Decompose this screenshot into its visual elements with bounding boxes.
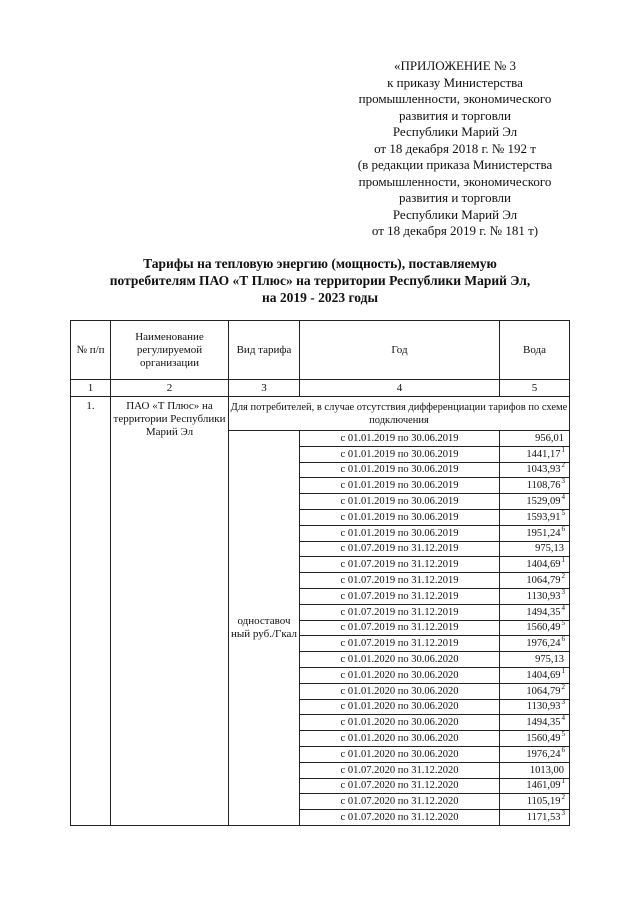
period-cell: с 01.01.2019 по 30.06.2019	[300, 446, 500, 462]
water-value: 1108,76	[526, 480, 561, 492]
water-value: 1976,24	[526, 638, 561, 650]
footnote-marker: 2	[561, 461, 565, 470]
period-cell: с 01.07.2019 по 31.12.2019	[300, 620, 500, 636]
water-value-cell	[500, 478, 570, 494]
water-value-cell	[500, 494, 570, 510]
water-value-cell	[500, 762, 570, 778]
header-index: № п/п	[71, 321, 111, 380]
period-cell: с 01.01.2020 по 30.06.2020	[300, 683, 500, 699]
tariff-kind: одноставоч ный руб./Гкал	[229, 431, 300, 826]
column-number: 3	[229, 380, 300, 397]
water-value-cell	[500, 636, 570, 652]
footnote-marker: 6	[561, 745, 565, 754]
water-value-cell	[500, 557, 570, 573]
water-value: 1043,93	[526, 464, 561, 476]
period-cell: с 01.01.2019 по 30.06.2019	[300, 431, 500, 447]
appendix-line: Республики Марий Эл	[392, 124, 518, 139]
period-cell: с 01.07.2020 по 31.12.2020	[300, 810, 500, 826]
header-org: Наименование регулируемой организации	[111, 321, 229, 380]
period-cell: с 01.07.2019 по 31.12.2019	[300, 636, 500, 652]
column-number: 5	[500, 380, 570, 397]
water-value-cell	[500, 446, 570, 462]
appendix-line: развития и торговли	[398, 190, 511, 205]
footnote-marker: 5	[561, 508, 565, 517]
footnote-marker: 3	[561, 698, 565, 707]
period-cell: с 01.07.2019 по 31.12.2019	[300, 604, 500, 620]
appendix-line: развития и торговли	[398, 107, 511, 123]
appendix-line: промышленности, экономического	[358, 91, 552, 106]
water-value-cell	[500, 810, 570, 826]
footnote-marker: 2	[561, 572, 565, 581]
row-index: 1.	[71, 397, 111, 826]
water-value: 1171,53	[526, 812, 561, 824]
appendix-header	[330, 58, 580, 240]
table-header-row	[71, 321, 570, 380]
footnote-marker: 1	[561, 556, 565, 565]
period-cell: с 01.01.2019 по 30.06.2019	[300, 509, 500, 525]
header-water: Вода	[500, 321, 570, 380]
water-value: 1593,91	[526, 511, 561, 523]
water-value-cell	[500, 541, 570, 557]
footnote-marker: 3	[561, 809, 565, 818]
water-value: 1130,93	[526, 590, 561, 602]
period-cell: с 01.07.2020 по 31.12.2020	[300, 762, 500, 778]
period-cell: с 01.01.2020 по 30.06.2020	[300, 667, 500, 683]
water-value-cell	[500, 794, 570, 810]
water-value-cell	[500, 431, 570, 447]
footnote-marker: 5	[561, 619, 565, 628]
water-value-cell	[500, 525, 570, 541]
water-value-cell	[500, 746, 570, 762]
period-cell: с 01.01.2020 по 30.06.2020	[300, 699, 500, 715]
period-cell: с 01.07.2019 по 31.12.2019	[300, 588, 500, 604]
water-value-cell	[500, 620, 570, 636]
water-value: 1013,00	[529, 764, 564, 776]
note-row	[71, 397, 570, 431]
footnote-marker: 3	[561, 477, 565, 486]
water-value-cell	[500, 652, 570, 668]
period-cell: с 01.01.2019 по 30.06.2019	[300, 478, 500, 494]
water-value-cell	[500, 731, 570, 747]
appendix-line: от 18 декабря 2018 г. № 192 т	[374, 140, 536, 156]
period-cell: с 01.01.2019 по 30.06.2019	[300, 462, 500, 478]
document-title	[60, 255, 580, 306]
water-value: 975,13	[535, 654, 564, 666]
appendix-line: (в редакции приказа Министерства	[357, 157, 553, 172]
title-line: потребителям ПАО «Т Плюс» на территории Республики Марий Эл,	[109, 273, 531, 288]
period-cell: с 01.01.2020 по 30.06.2020	[300, 746, 500, 762]
appendix-line: Республики Марий Эл	[392, 206, 518, 222]
water-value: 1494,35	[526, 606, 561, 618]
water-value: 1441,17	[526, 448, 561, 460]
water-value-cell	[500, 778, 570, 794]
water-value: 1560,49	[526, 733, 561, 745]
appendix-line: к приказу Министерства	[387, 74, 523, 90]
period-cell: с 01.01.2019 по 30.06.2019	[300, 494, 500, 510]
water-value-cell	[500, 573, 570, 589]
water-value: 1461,09	[526, 780, 561, 792]
footnote-marker: 1	[561, 666, 565, 675]
appendix-line: промышленности, экономического	[358, 173, 552, 189]
period-cell: с 01.01.2020 по 30.06.2020	[300, 715, 500, 731]
column-number: 2	[111, 380, 229, 397]
tariff-table	[70, 320, 570, 826]
water-value-cell	[500, 667, 570, 683]
title-line: Тарифы на тепловую энергию (мощность), поставляемую	[143, 256, 497, 271]
water-value: 1494,35	[526, 717, 561, 729]
period-cell: с 01.01.2020 по 30.06.2020	[300, 652, 500, 668]
appendix-line: «ПРИЛОЖЕНИЕ № 3	[393, 58, 517, 73]
footnote-marker: 5	[561, 730, 565, 739]
column-number: 1	[71, 380, 111, 397]
water-value: 1064,79	[526, 575, 561, 587]
water-value: 975,13	[535, 543, 564, 555]
water-value-cell	[500, 683, 570, 699]
water-value-cell	[500, 588, 570, 604]
water-value-cell	[500, 715, 570, 731]
period-cell: с 01.07.2020 по 31.12.2020	[300, 778, 500, 794]
consumer-note: Для потребителей, в случае отсутствия дифференциации тарифов по схеме подключения	[229, 397, 570, 431]
footnote-marker: 6	[561, 524, 565, 533]
water-value-cell	[500, 462, 570, 478]
footnote-marker: 4	[561, 603, 565, 612]
column-number: 4	[300, 380, 500, 397]
appendix-line: от 18 декабря 2019 г. № 181 т)	[371, 223, 539, 238]
footnote-marker: 2	[561, 793, 565, 802]
water-value: 1951,24	[526, 527, 561, 539]
title-line: на 2019 - 2023 годы	[261, 290, 379, 305]
period-cell: с 01.07.2019 по 31.12.2019	[300, 557, 500, 573]
water-value: 956,01	[535, 432, 564, 444]
water-value: 1064,79	[526, 685, 561, 697]
footnote-marker: 4	[561, 714, 565, 723]
water-value: 1105,19	[526, 796, 561, 808]
footnote-marker: 4	[561, 493, 565, 502]
footnote-marker: 2	[561, 682, 565, 691]
footnote-marker: 1	[561, 777, 565, 786]
water-value-cell	[500, 509, 570, 525]
water-value-cell	[500, 699, 570, 715]
water-value: 1404,69	[526, 669, 561, 681]
period-cell: с 01.01.2019 по 30.06.2019	[300, 525, 500, 541]
water-value: 1976,24	[526, 748, 561, 760]
period-cell: с 01.07.2019 по 31.12.2019	[300, 541, 500, 557]
period-cell: с 01.07.2019 по 31.12.2019	[300, 573, 500, 589]
water-value-cell	[500, 604, 570, 620]
water-value: 1404,69	[526, 559, 561, 571]
water-value: 1560,49	[526, 622, 561, 634]
water-value: 1529,09	[526, 496, 561, 508]
water-value: 1130,93	[526, 701, 561, 713]
column-number-row	[71, 380, 570, 397]
header-year: Год	[300, 321, 500, 380]
header-kind: Вид тарифа	[229, 321, 300, 380]
footnote-marker: 6	[561, 635, 565, 644]
org-name: ПАО «Т Плюс» на территории Республики Марий Эл	[111, 397, 229, 826]
period-cell: с 01.01.2020 по 30.06.2020	[300, 731, 500, 747]
footnote-marker: 1	[561, 445, 565, 454]
footnote-marker: 3	[561, 587, 565, 596]
period-cell: с 01.07.2020 по 31.12.2020	[300, 794, 500, 810]
